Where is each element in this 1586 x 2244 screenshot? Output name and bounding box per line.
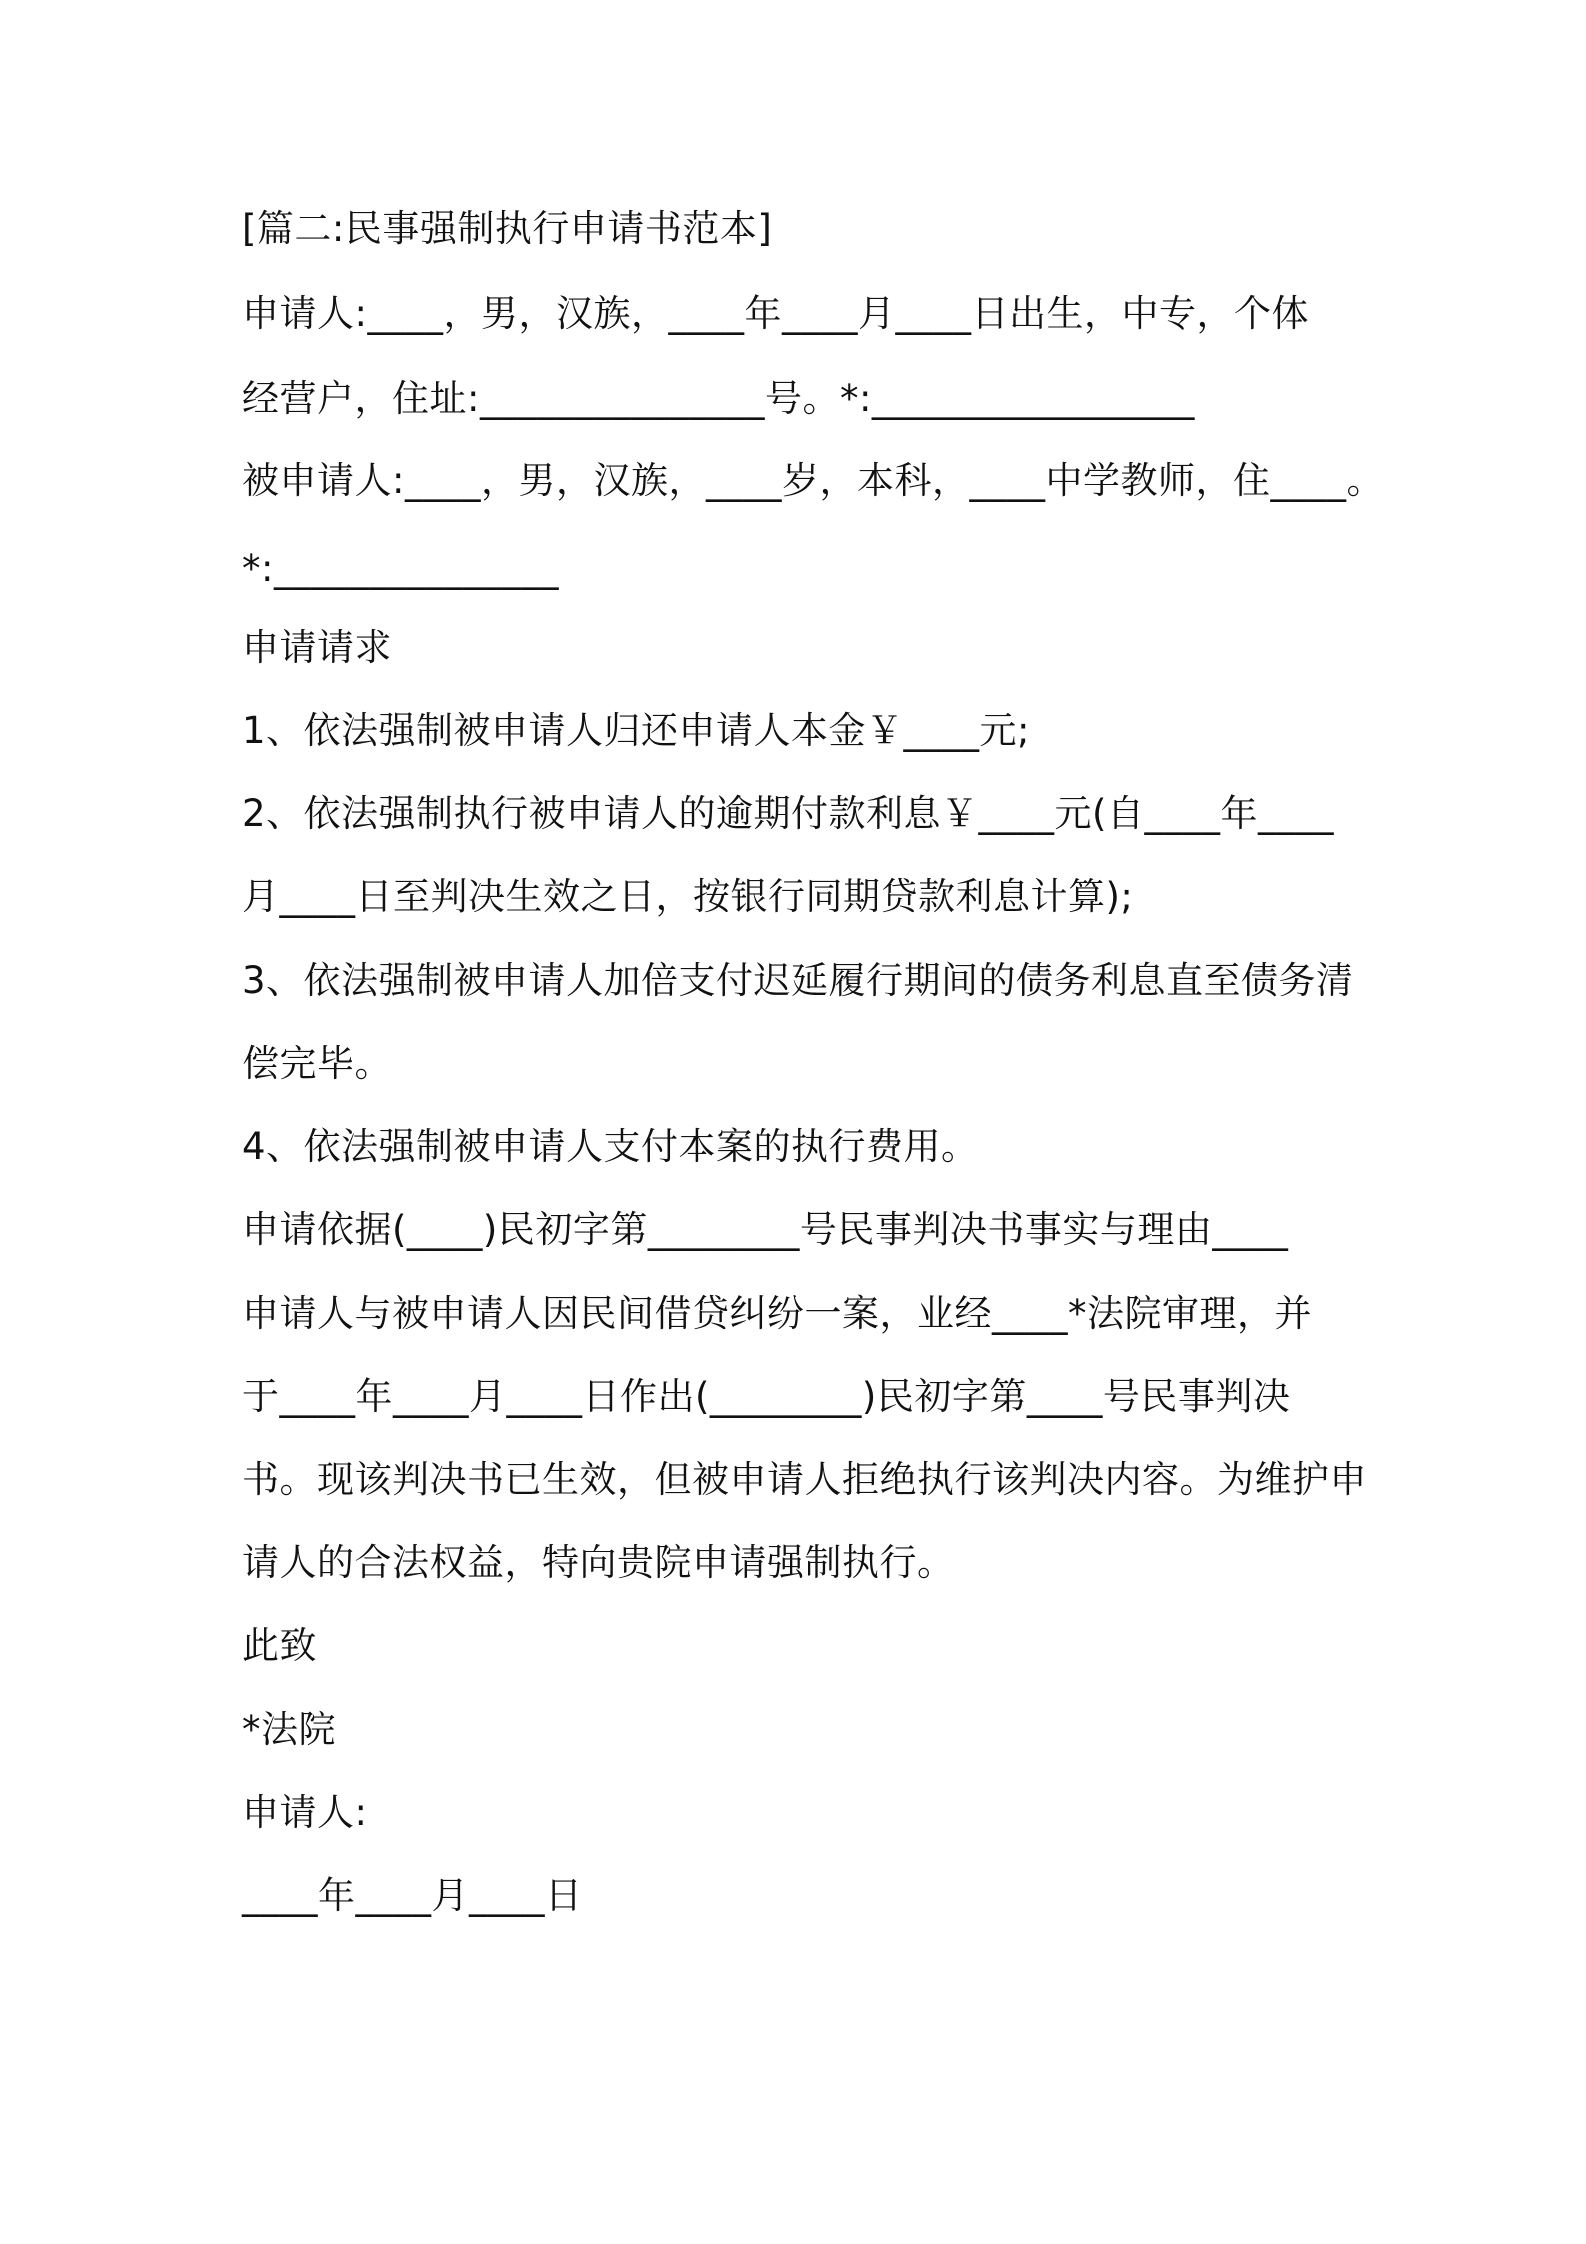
signature-applicant: 申请人: xyxy=(242,1791,368,1834)
request-item-3-line-2: 偿完毕。 xyxy=(242,1042,392,1085)
facts-line-4: 请人的合法权益，特向贵院申请强制执行。 xyxy=(242,1541,955,1584)
facts-line-3: 书。现该判决书已生效，但被申请人拒绝执行该判决内容。为维护申 xyxy=(242,1458,1367,1501)
facts-line-2: 于____年____月____日作出(________)民初字第____号民事判决 xyxy=(242,1375,1291,1418)
request-item-4: 4、依法强制被申请人支付本案的执行费用。 xyxy=(242,1125,979,1168)
request-item-1: 1、依法强制被申请人归还申请人本金￥____元; xyxy=(242,709,1031,752)
applicant-info-line-2: 经营户，住址:_______________号。*:_________________ xyxy=(242,377,1195,420)
facts-line-1: 申请人与被申请人因民间借贷纠纷一案，业经____*法院审理，并 xyxy=(242,1292,1312,1335)
court-addressee: *法院 xyxy=(242,1708,336,1751)
respondent-info-line-1: 被申请人:____，男，汉族，____岁，本科，____中学教师，住____。 xyxy=(242,459,1384,502)
basis-line: 申请依据(____)民初字第________号民事判决书事实与理由____ xyxy=(242,1208,1289,1251)
signature-date: ____年____月____日 xyxy=(242,1874,583,1917)
document-title: [篇二:民事强制执行申请书范本] xyxy=(242,207,773,250)
closing-salutation: 此致 xyxy=(242,1624,317,1667)
applicant-info-line-1: 申请人:____，男，汉族，____年____月____日出生，中专，个体 xyxy=(242,292,1309,335)
request-item-2-line-1: 2、依法强制执行被申请人的逾期付款利息￥____元(自____年____ xyxy=(242,792,1334,835)
respondent-info-line-2: *:_______________ xyxy=(242,547,559,590)
request-item-3-line-1: 3、依法强制被申请人加倍支付迟延履行期间的债务利息直至债务清 xyxy=(242,959,1354,1002)
request-item-2-line-2: 月____日至判决生效之日，按银行同期贷款利息计算); xyxy=(242,875,1134,918)
section-heading-requests: 申请请求 xyxy=(242,626,392,669)
